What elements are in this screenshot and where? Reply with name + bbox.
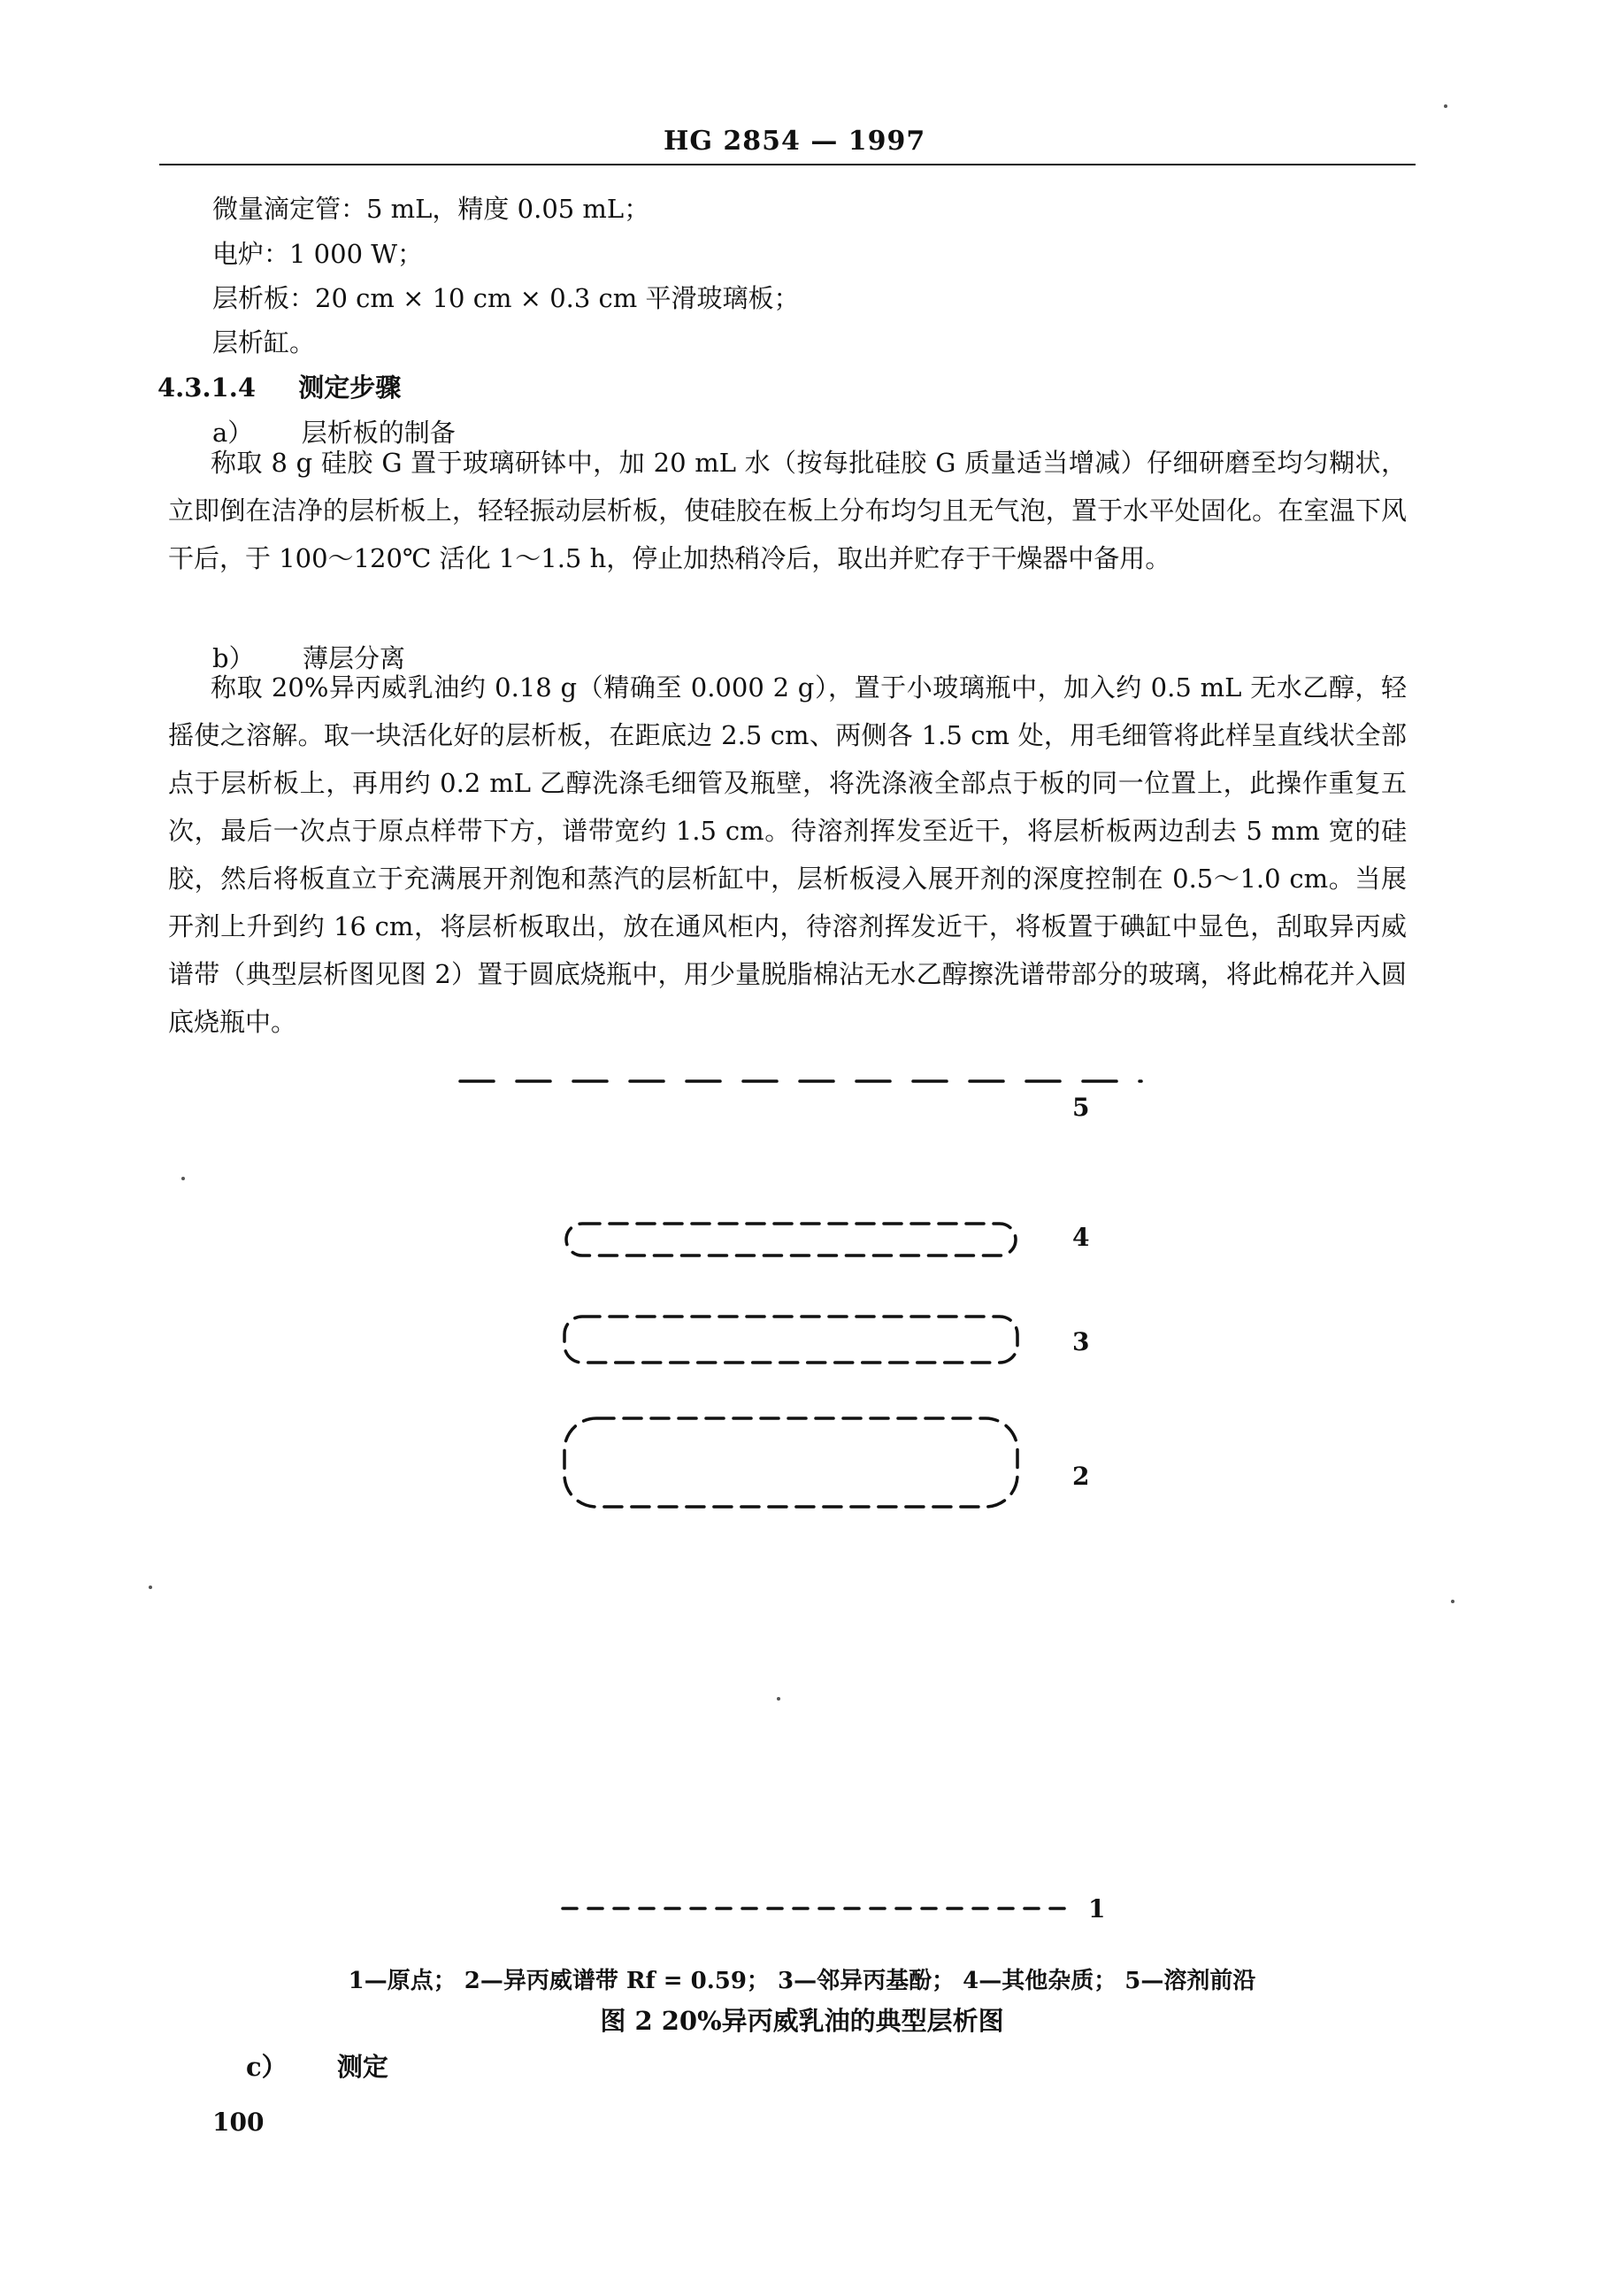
band-label-5: 5 [1072,1093,1090,1122]
isoprocarb-band [564,1418,1017,1507]
step-a-title: 层析板的制备 [301,418,456,448]
band-label-4: 4 [1072,1223,1090,1252]
phenol-band [564,1317,1017,1363]
band-label-2: 2 [1072,1462,1090,1491]
step-b-paragraph: 称取 20%异丙威乳油约 0.18 g（精确至 0.000 2 g），置于小玻璃瓶中，加入约 0.5 mL 无水乙醇，轻摇使之溶解。取一块活化好的层析板，在距底边 2.5 cm、两侧各 1.5 cm 处，用毛细管将此样呈直线状全部点于层析板上，再用约 0.2 mL 乙醇洗涤毛细管及瓶壁，将洗涤液全部点于板的同一位置上，此操作重复五次，最后一次点于原点样带下方，谱带宽约 1.5 cm。待溶剂挥发至近干，将层析板两边刮去 5 mm 宽的硅胶，然后将板直立于充满展开剂饱和蒸汽的层析缸中，层析板浸入展开剂的深度控制在 0.5～1.0 cm。当展开剂上升到约 16 cm，将层析板取出，放在通风柜内，待溶剂挥发近干，将板置于碘缸中显色，刮取异丙威谱带（典型层析图见图 2）置于圆底烧瓶中，用少量脱脂棉沾无水乙醇擦洗谱带部分的玻璃，将此棉花并入圆底烧瓶中。 [168,672,1407,1037]
equipment-burette: 微量滴定管：5 mL，精度 0.05 mL； [212,194,650,224]
step-a-label: a） [212,418,254,448]
step-b-title: 薄层分离 [303,643,406,673]
step-c-title: 测定 [336,2052,388,2082]
band-label-3: 3 [1072,1327,1090,1356]
scan-speck [1444,104,1447,108]
scan-speck [149,1586,152,1589]
document-header: HG 2854 — 1997 [664,126,926,157]
step-b-label: b） [212,643,255,673]
section-number: 4.3.1.4 [157,372,257,403]
equipment-stove: 电炉：1 000 W； [212,239,424,269]
section-title: 测定步骤 [298,372,402,403]
scan-speck [777,1697,780,1701]
scan-speck [1451,1600,1454,1603]
equipment-plate: 层析板：20 cm × 10 cm × 0.3 cm 平滑玻璃板； [212,283,800,313]
step-c-label: c） [246,2052,288,2082]
figure-caption: 图 2 20%异丙威乳油的典型层析图 [600,2006,1004,2036]
band-label-1: 1 [1088,1894,1106,1924]
figure-legend: 1—原点； 2—异丙威谱带 Rf = 0.59； 3—邻异丙基酚； 4—其他杂质； 5—溶剂前沿 [348,1968,1256,1994]
step-a-paragraph: 称取 8 g 硅胶 G 置于玻璃研钵中，加 20 mL 水（按每批硅胶 G 质量适当增减）仔细研磨至均匀糊状，立即倒在洁净的层析板上，轻轻振动层析板，使硅胶在板上分布均匀且无气泡，置于水平处固化。在室温下风干后，于 100～120℃ 活化 1～1.5 h，停止加热稍冷后，取出并贮存于干燥器中备用。 [168,448,1407,573]
equipment-tank: 层析缸。 [212,327,316,357]
step-c-heading [246,2054,388,2080]
impurity-band [566,1224,1016,1256]
scan-speck [181,1177,185,1180]
page-number: 100 [212,2108,265,2137]
